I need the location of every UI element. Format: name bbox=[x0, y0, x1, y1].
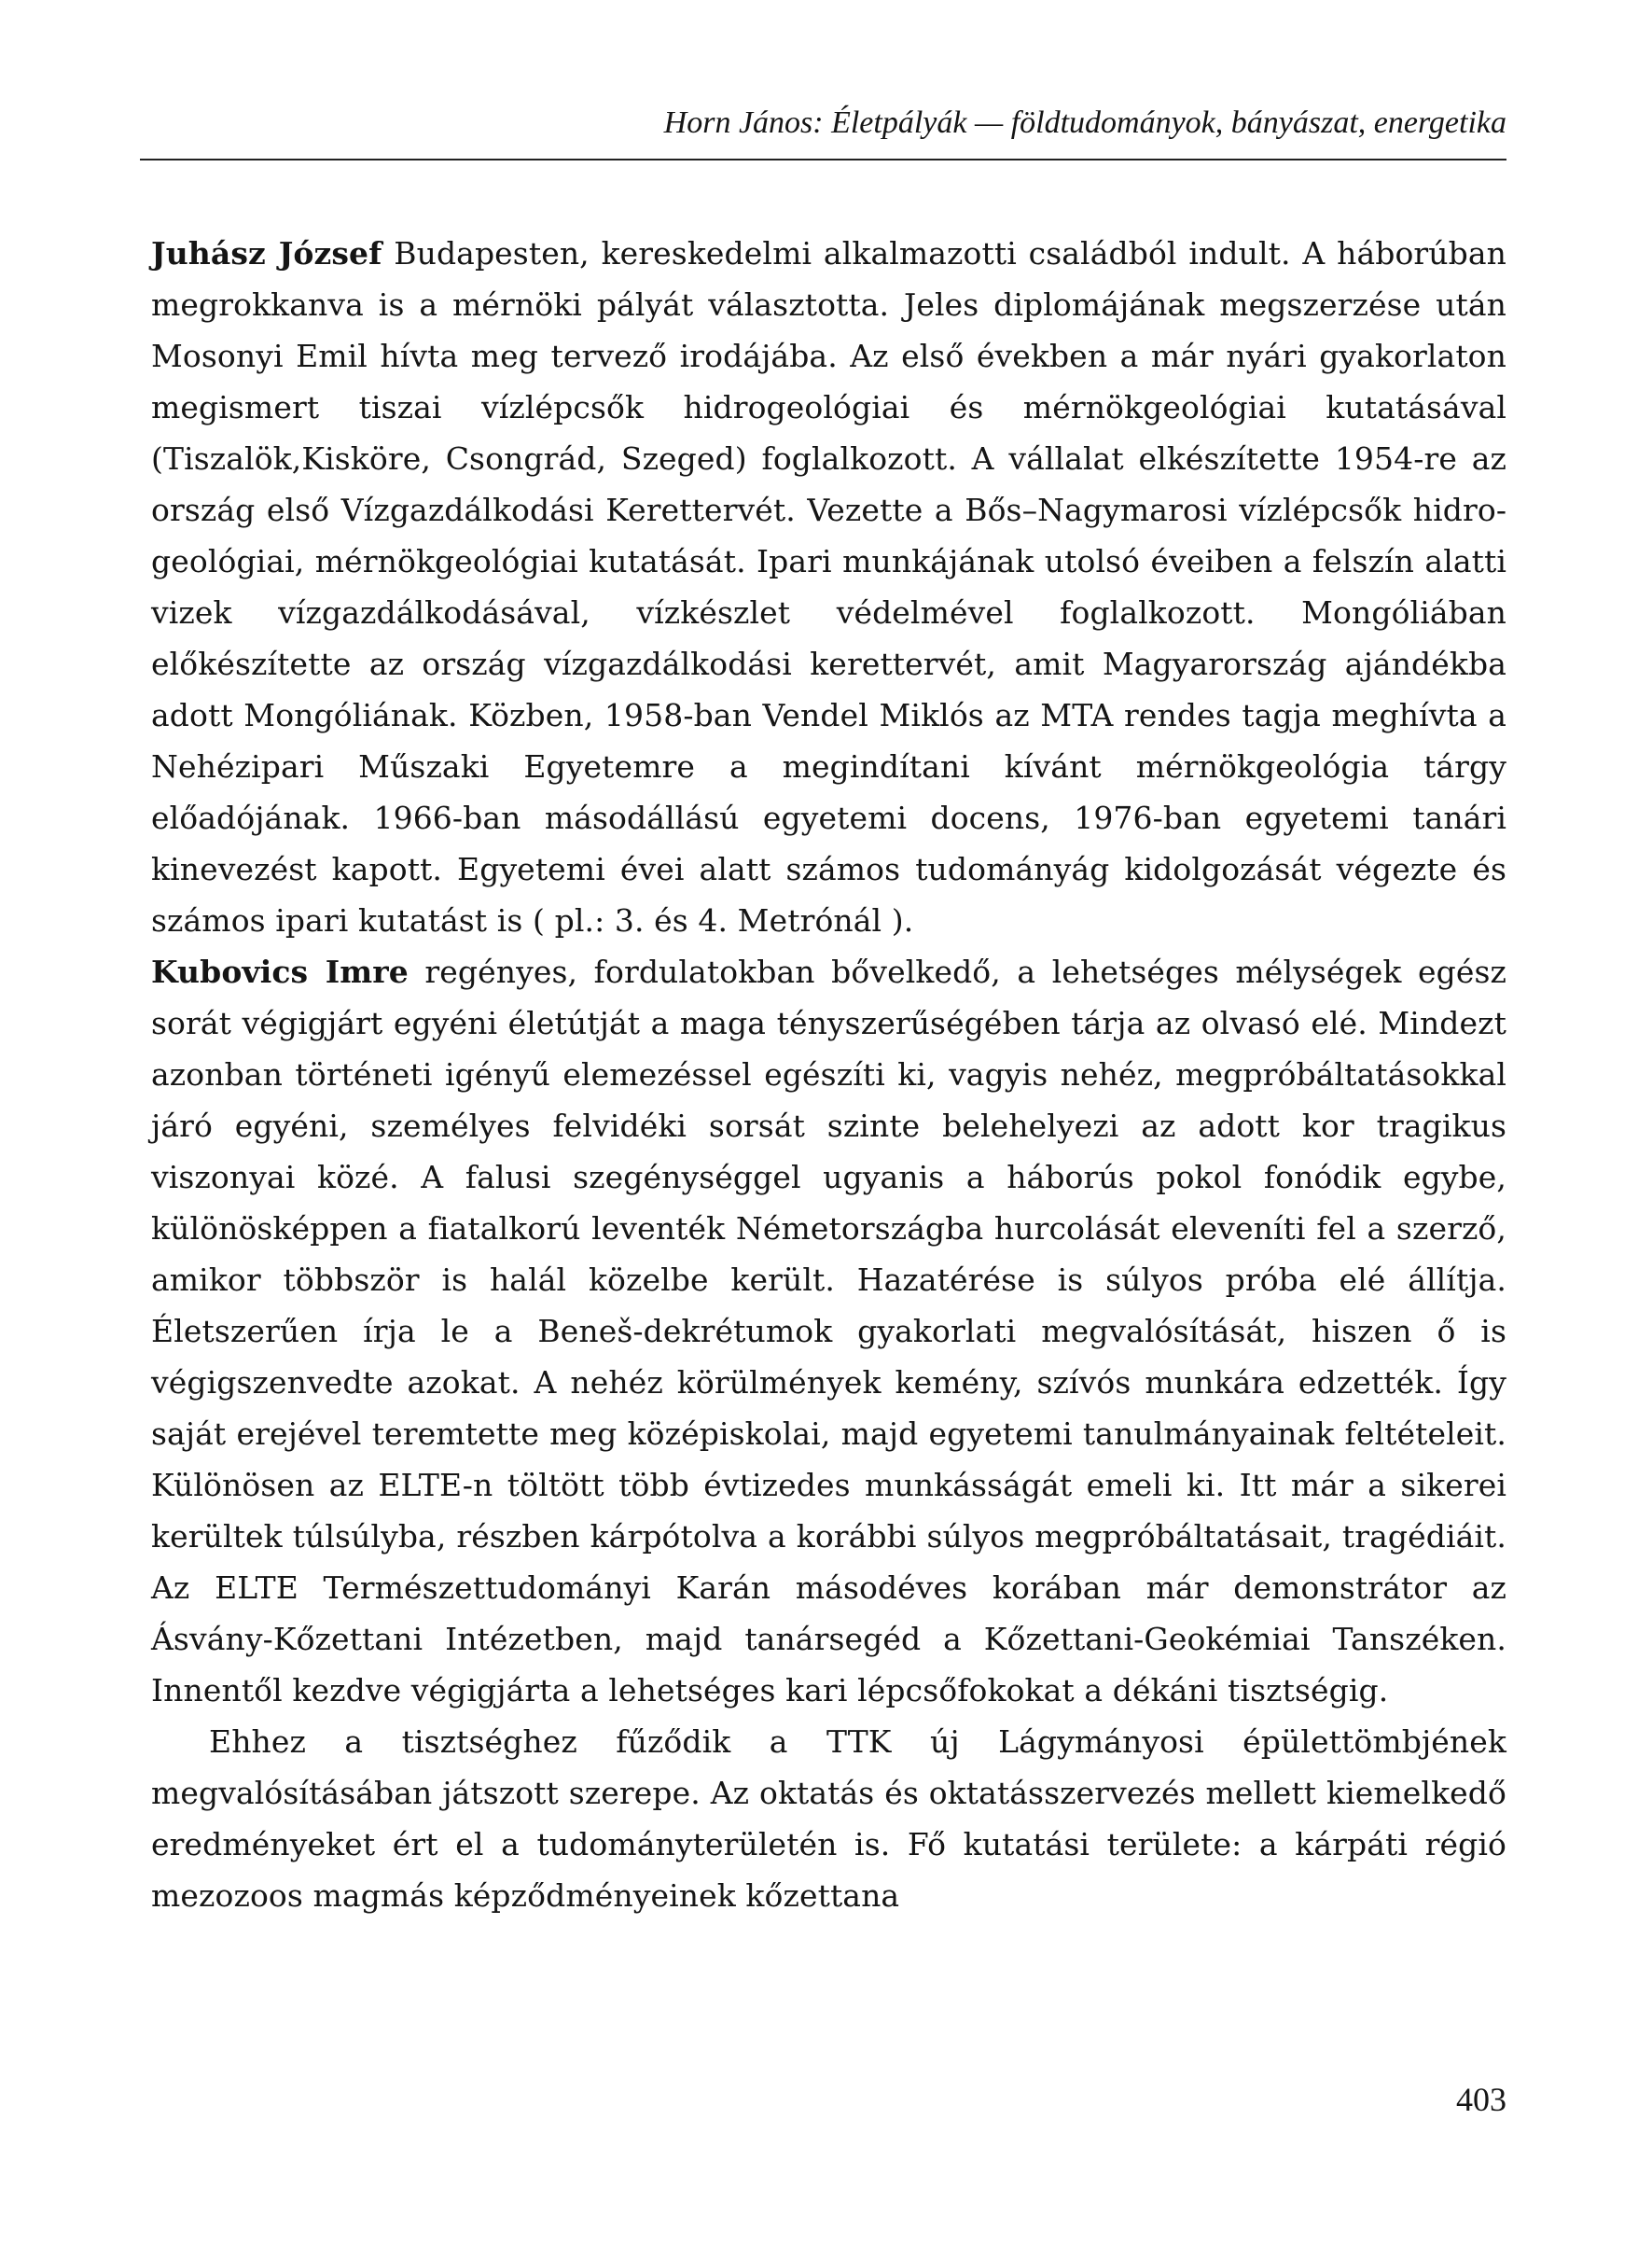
body-text bbox=[151, 228, 1506, 1921]
paragraph-continuation-text: Ehhez a tisztséghez fűződik a TTK új Lágymányosi épülettömbjének megvalósításában játszott szerepe. Az oktatás és oktatásszervezés mellett kiemelkedő eredményeket ért el a tudományterületén is. Fő kutatási területe: a kárpáti régió mezozoos magmás képződményeinek kőzettana bbox=[151, 1723, 1506, 1914]
page-number: 403 bbox=[1456, 2081, 1506, 2118]
paragraph-kubovics bbox=[151, 946, 1506, 1716]
paragraph-continuation bbox=[151, 1716, 1506, 1921]
running-header: Horn János: Életpályák — földtudományok, bányászat, energetika bbox=[663, 105, 1506, 140]
header-divider bbox=[140, 159, 1506, 160]
paragraph-kubovics-text: regényes, fordulatokban bővelkedő, a lehetséges mélységek egész sorát végigjárt egyéni életútját a maga tényszerűségében tárja az olvasó elé. Mindezt azonban történeti igényű elemezéssel egészíti ki, vagyis nehéz, megpróbáltatásokkal járó egyéni, személyes felvidéki sorsát szinte belehelyezi az adott kor tragikus viszonyai közé. A falusi szegénységgel ugyanis a háborús pokol fonódik egybe, különösképpen a fiatalkorú leventék Németországba hurcolását eleveníti fel a szerző, amikor többször is halál közelbe került. Hazatérése is súlyos próba elé állítja. Életszerűen írja le a Beneš-dekrétumok gyakorlati megvalósítását, hiszen ő is végigszenvedte azokat. A nehéz körülmények kemény, szívós munkára edzették. Így saját erejével teremtette meg középiskolai, majd egyetemi tanulmányainak feltételeit. Különösen az ELTE-n töltött több évtizedes munkásságát emeli ki. Itt már a sikerei kerültek túlsúlyba, részben kárpótolva a korábbi súlyos megpróbáltatásait, tragédiáit. Az ELTE Természettudományi Karán másodéves korában már demonstrátor az Ásvány-Kőzettani Intézetben, majd tanársegéd a Kőzettani-Geokémiai Tanszéken. Innentől kezdve végigjárta a lehetséges kari lépcsőfokokat a dékáni tisztségig. bbox=[151, 954, 1506, 1708]
person-name-juhasz: Juhász József bbox=[151, 235, 382, 272]
paragraph-juhasz bbox=[151, 228, 1506, 946]
paragraph-juhasz-text: Budapesten, kereskedelmi alkalmazotti családból indult. A háborúban megrokkanva is a mérnöki pályát választotta. Jeles diplomájának megszerzése után Mosonyi Emil hívta meg tervező irodájába. Az első években a már nyári gyakorlaton megismert tiszai vízlépcsők hidrogeológiai és mérnökgeológiai kutatásával (Tiszalök,Kisköre, Csongrád, Szeged) foglalkozott. A vállalat elkészítette 1954-re az ország első Vízgazdálkodási Kerettervét. Vezette a Bős–Nagymarosi vízlépcsők hidrogeológiai, mérnökgeológiai kutatását. Ipari munkájának utolsó éveiben a felszín alatti vizek vízgazdálkodásával, vízkészlet védelmével foglalkozott. Mongóliában előkészítette az ország vízgazdálkodási kerettervét, amit Magyarország ajándékba adott Mongóliának. Közben, 1958-ban Vendel Miklós az MTA rendes tagja meghívta a Nehézipari Műszaki Egyetemre a megindítani kívánt mérnökgeológia tárgy előadójának. 1966-ban másodállású egyetemi docens, 1976-ban egyetemi tanári kinevezést kapott. Egyetemi évei alatt számos tudományág kidolgozását végezte és számos ipari kutatást is ( pl.: 3. és 4. Metrónál ). bbox=[151, 235, 1506, 939]
person-name-kubovics: Kubovics Imre bbox=[151, 954, 409, 990]
